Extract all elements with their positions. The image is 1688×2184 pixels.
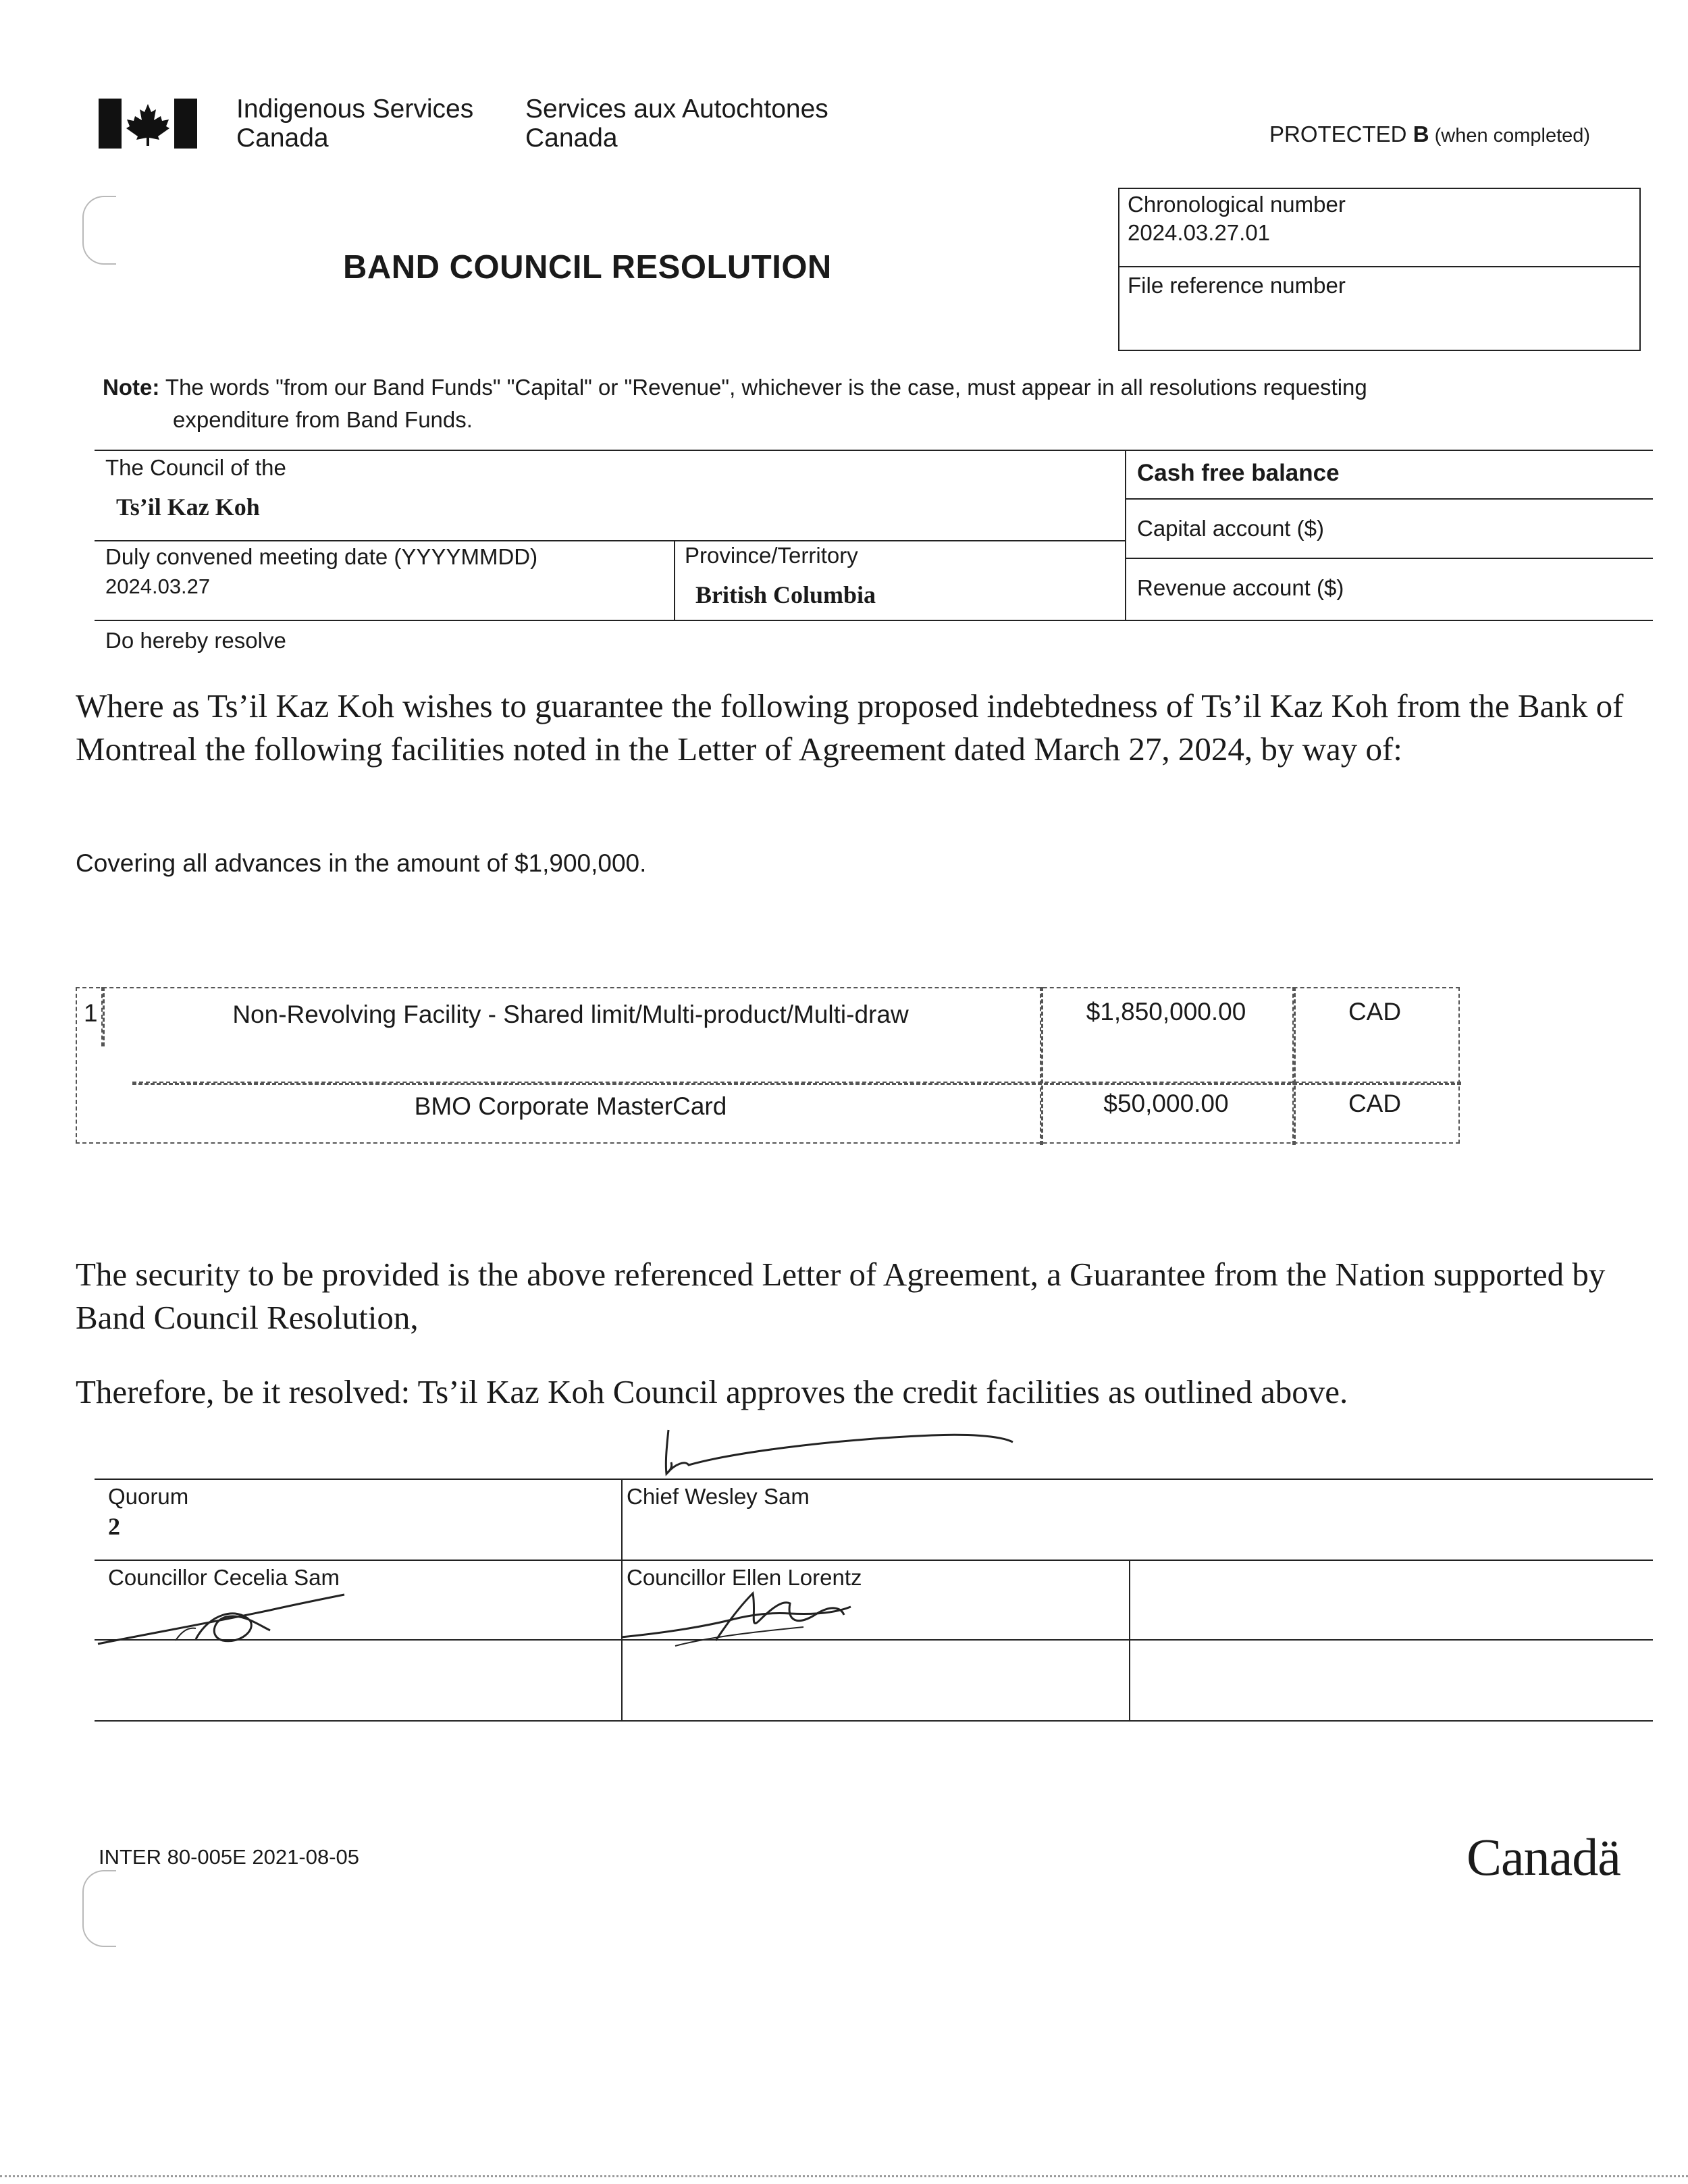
resolution-paragraph: Therefore, be it resolved: Ts’il Kaz Koh Council approves the credit facilities as outlined above. xyxy=(76,1373,1348,1410)
council-label: The Council of the xyxy=(105,455,286,480)
facility-currency: CAD xyxy=(1348,998,1402,1026)
protected-prefix: PROTECTED xyxy=(1269,122,1413,147)
facility-amount: $1,850,000.00 xyxy=(1086,998,1246,1026)
canada-flag-icon xyxy=(99,99,197,149)
scan-bottom-edge xyxy=(0,2175,1688,2177)
councillor-ellen-label: Councillor Ellen Lorentz xyxy=(627,1565,862,1590)
quorum-label: Quorum xyxy=(108,1484,189,1509)
protected-level: B xyxy=(1413,122,1429,147)
chronological-number-label: Chronological number xyxy=(1128,192,1346,217)
capital-account-label: Capital account ($) xyxy=(1137,516,1324,541)
province-value[interactable]: British Columbia xyxy=(695,581,876,608)
signature-rule-4 xyxy=(95,1720,1653,1722)
chief-signature-label: Chief Wesley Sam xyxy=(627,1484,810,1509)
form-title: BAND COUNCIL RESOLUTION xyxy=(343,249,832,286)
meeting-date-value[interactable]: 2024.03.27 xyxy=(105,575,211,598)
protected-suffix: (when completed) xyxy=(1429,125,1591,147)
meeting-date-label: Duly convened meeting date (YYYYMMDD) xyxy=(105,544,538,569)
department-english-line1: Indigenous Services xyxy=(236,95,474,124)
quorum-value[interactable]: 2 xyxy=(108,1513,120,1540)
note-text-line2: expenditure from Band Funds. xyxy=(173,407,473,432)
covering-advances-text: Covering all advances in the amount of $1,900,000. xyxy=(76,849,647,877)
cash-divider-1 xyxy=(1125,498,1653,500)
file-reference-value[interactable] xyxy=(1128,304,1627,331)
note-text-line1: The words "from our Band Funds" "Capital" or "Revenue", whichever is the case, must appear in all resolutions requesting xyxy=(165,375,1367,400)
facility-row-number: 1 xyxy=(84,999,98,1027)
province-label: Province/Territory xyxy=(685,543,858,568)
facility-amount: $50,000.00 xyxy=(1103,1090,1229,1117)
department-english-line2: Canada xyxy=(236,124,329,153)
form-column-divider xyxy=(1125,450,1126,621)
canada-wordmark: Canadä xyxy=(1467,1828,1620,1886)
cash-divider-2 xyxy=(1125,558,1653,559)
facility-description: Non-Revolving Facility - Shared limit/Multi-product/Multi-draw xyxy=(232,1001,909,1028)
revenue-account-label: Revenue account ($) xyxy=(1137,575,1344,600)
facilities-row-divider xyxy=(132,1082,1461,1085)
council-value[interactable]: Ts’il Kaz Koh xyxy=(116,494,260,521)
councillor-cecelia-signature xyxy=(95,1580,365,1657)
councillor-ellen-signature xyxy=(614,1573,898,1657)
department-name-french xyxy=(525,95,828,153)
signature-divider-2 xyxy=(1129,1560,1130,1722)
form-middle-rule xyxy=(95,540,1126,541)
councillor-cecelia-label: Councillor Cecelia Sam xyxy=(108,1565,340,1590)
note-block xyxy=(103,371,1367,436)
scan-hole-mark xyxy=(82,196,116,265)
whereas-paragraph: Where as Ts’il Kaz Koh wishes to guarantee the following proposed indebtedness of Ts’il Kaz Koh from the Bank of Montreal the following facilities noted in the Letter of Agreement dated March 27, 2024, by way of: xyxy=(76,687,1624,768)
form-bottom-rule xyxy=(95,620,1653,621)
form-code: INTER 80-005E 2021-08-05 xyxy=(99,1845,360,1869)
resolve-label: Do hereby resolve xyxy=(105,628,286,653)
department-french-line1: Services aux Autochtones xyxy=(525,95,828,124)
form-top-rule xyxy=(95,450,1653,451)
facility-description: BMO Corporate MasterCard xyxy=(414,1092,727,1120)
note-label: Note: xyxy=(103,375,160,400)
signature-rule-2 xyxy=(95,1560,1653,1561)
province-divider xyxy=(674,540,675,621)
facility-currency: CAD xyxy=(1348,1090,1402,1117)
cash-free-balance-label: Cash free balance xyxy=(1137,460,1340,486)
reference-box-divider xyxy=(1118,266,1639,267)
department-french-line2: Canada xyxy=(525,124,618,153)
chronological-number-value[interactable]: 2024.03.27.01 xyxy=(1128,220,1271,245)
chief-signature xyxy=(648,1423,1026,1487)
protected-classification xyxy=(1269,122,1590,147)
file-reference-label: File reference number xyxy=(1128,273,1346,298)
scan-hole-mark xyxy=(82,1870,116,1947)
security-paragraph: The security to be provided is the above referenced Letter of Agreement, a Guarantee from the Nation supported by Band Council Resolution, xyxy=(76,1256,1606,1336)
department-name-english xyxy=(236,95,473,153)
